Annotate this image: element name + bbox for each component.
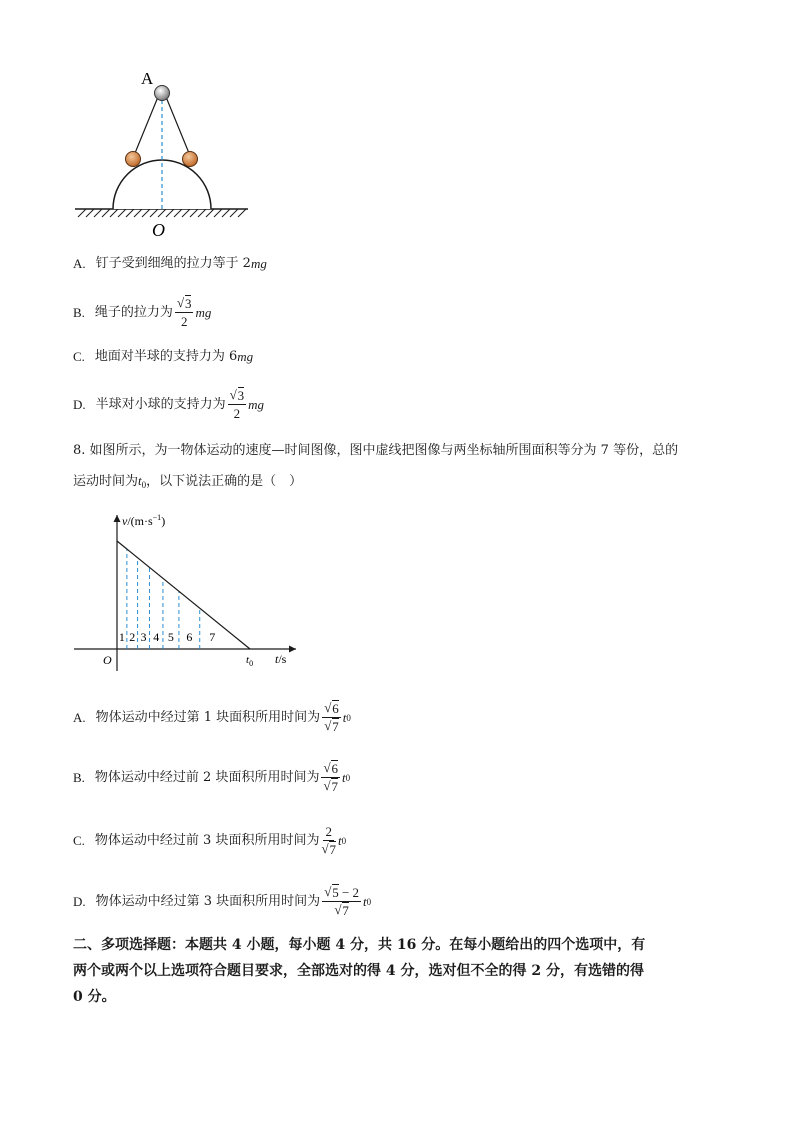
section2-line3: 0 分。 [73,989,116,1005]
ball-left [126,152,141,167]
option-text: 半球对小球的支持力为 [95,396,226,412]
origin-label: O [103,653,112,667]
q8-line1: 8. 如图所示，为一物体运动的速度—时间图像，图中虚线把图像与两坐标轴所围面积等分为 7 等份，总的 [73,443,679,458]
option-text: 绳子的拉力为 [94,304,173,320]
section2-line1: 二、多项选择题：本题共 4 小题，每小题 4 分，共 16 分。在每小题给出的四个选项中，有 [73,937,646,953]
fraction [322,700,341,735]
y-axis-label: $v/(m\cdot s^{-1})$ [122,513,166,528]
q8-option-a[interactable] [73,700,351,735]
x-axis-label: t/s [275,652,287,666]
option-unit: mg [237,349,254,364]
fraction-num: 3 [237,388,245,403]
vt-chart [70,505,310,675]
fraction-den: 7 [332,719,339,734]
option-t-sub: 0 [346,712,351,723]
q8-t-sub: 0 [141,480,147,490]
ground-hatch [78,209,246,217]
q7-option-c[interactable] [73,347,253,367]
fraction [175,295,194,330]
option-t: t [342,709,347,725]
fraction-num: 2 [325,824,332,839]
nail-a [155,86,170,101]
option-t-sub: 0 [366,896,372,907]
vt-series-line [117,541,250,649]
string-left [133,92,160,158]
q8-t: t [138,473,142,488]
option-text: 物体运动中经过第 1 块面积所用时间为 [95,709,321,725]
option-coef: 2 [242,256,251,271]
label-o: O [152,220,165,240]
section2-heading [73,932,733,1010]
region-label-5: 5 [167,630,174,644]
region-label-1: 1 [118,630,125,644]
fraction-num: 6 [332,701,339,716]
string-right [164,92,191,158]
option-unit: mg [195,304,212,320]
section2-line2: 两个或两个以上选项符合题目要求，全部选对的得 4 分，选对但不全的得 2 分，有选错的得 [73,963,644,979]
region-label-7: 7 [209,630,216,644]
option-t: t [337,832,342,848]
q7-option-a[interactable] [73,254,267,274]
option-text: 物体运动中经过前 3 块面积所用时间为 [94,832,320,848]
fraction-num: 6 [331,761,338,776]
fraction-den: 7 [329,842,336,857]
option-text: 物体运动中经过前 2 块面积所用时间为 [94,769,320,785]
option-t-sub: 0 [345,772,351,783]
option-label: D. [73,396,86,412]
option-text: 物体运动中经过第 3 块面积所用时间为 [95,893,321,909]
fraction-den: 7 [342,903,349,918]
option-label: C. [73,349,85,364]
fraction [321,760,340,795]
q7-option-b[interactable] [73,295,211,330]
region-label-6: 6 [186,630,193,644]
option-label: A. [73,256,86,271]
q8-stem [73,441,723,495]
option-label: D. [73,893,86,909]
region-label-2: 2 [129,630,136,644]
hemisphere-figure [70,62,255,242]
q8-line2-tail: ，以下说法正确的是（ ） [146,474,303,489]
option-t: t [363,893,367,909]
ball-right [183,152,198,167]
fraction-den: 7 [331,779,338,794]
label-a: A [141,69,154,88]
fraction-den: 2 [233,406,241,421]
fraction-den: 2 [180,314,188,329]
q8-option-b[interactable] [73,760,350,795]
region-label-4: 4 [153,630,160,644]
fraction [322,884,361,919]
fraction [321,823,336,858]
x-end-label: $t_0$ [246,654,254,668]
fraction-num-rest: − 2 [338,885,360,900]
region-label-3: 3 [140,630,147,644]
option-coef: 6 [228,349,238,364]
option-label: C. [73,832,85,848]
q8-option-d[interactable] [73,884,371,919]
option-label: B. [73,304,85,320]
option-unit: mg [250,256,267,271]
option-unit: mg [248,396,265,412]
q8-line2-text: 运动时间为 [73,474,139,489]
option-text: 钉子受到细绳的拉力等于 [95,256,239,271]
fraction-num-rad: 5 [332,885,339,900]
fraction [228,387,247,422]
q7-option-d[interactable] [73,387,264,422]
fraction-num: 3 [184,296,192,311]
q8-line2 [73,471,723,495]
option-label: A. [73,709,86,725]
option-text: 地面对半球的支持力为 [94,349,225,364]
q8-option-c[interactable] [73,823,346,858]
option-t: t [341,769,346,785]
option-label: B. [73,769,85,785]
option-t-sub: 0 [341,835,347,846]
region-labels [119,630,215,644]
